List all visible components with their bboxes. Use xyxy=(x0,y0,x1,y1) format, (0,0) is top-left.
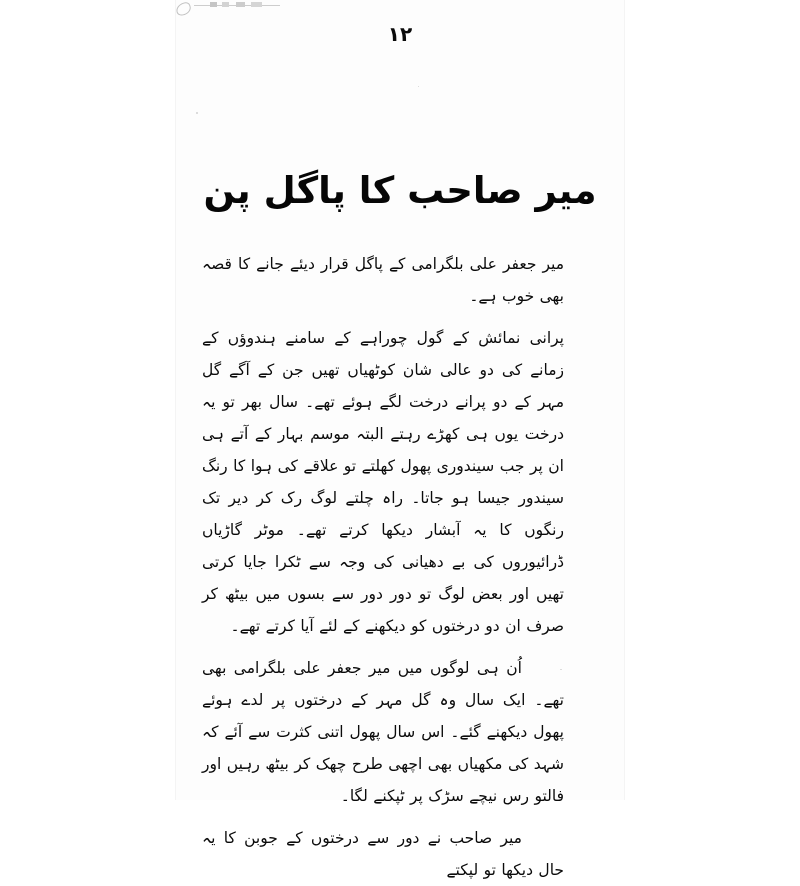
paragraph-4: میر صاحب نے دور سے درختوں کے جوبن کا یہ حال دیکھا تو لپکتے xyxy=(202,829,564,879)
paragraph-1: میر جعفر علی بلگرامی کے پاگل قرار دیئے جانے کا قصہ بھی خوب ہے۔ xyxy=(202,255,564,305)
chapter-title: میر صاحب کا پاگل پن xyxy=(203,168,597,212)
page-number: ۱۲ xyxy=(387,22,413,46)
paragraph-3: اُن ہی لوگوں میں میر جعفر علی بلگرامی بھی تھے۔ ایک سال وہ گل مہر کے درختوں پر لدے ہوئے پھول دیکھنے گئے۔ اس سال پھول اتنی کثرت سے آئے کہ شہد کی مکھیاں بھی اچھی طرح چھک کر بیٹھ رہیں اور فالتو رس نیچے سڑک پر ٹپکنے لگا۔ xyxy=(202,659,564,805)
paragraph-2: پرانی نمائش کے گول چوراہے کے سامنے ہندوؤں کے زمانے کی دو عالی شان کوٹھیاں تھیں جن کے آگے گل مہر کے دو پرانے درخت لگے ہوئے تھے۔ سال بھر تو یہ درخت یوں ہی کھڑے رہتے البتہ موسم بہار کے آتے ہی ان پر جب سیندوری پھول کھلتے تو علاقے کی ہوا کا رنگ سیندور جیسا ہو جاتا۔ راہ چلتے لوگ رک کر دیر تک رنگوں کا یہ آبشار دیکھا کرتے تھے۔ موٹر گاڑیاں ڈرائیوروں کی بے دھیانی کی وجہ سے ٹکرا جایا کرتی تھیں اور بعض لوگ تو دور دور سے بسوں میں بیٹھ کر صرف ان دو درختوں کو دیکھنے کے لئے آیا کرتے تھے۔ xyxy=(202,329,564,635)
body-text-block xyxy=(202,248,564,886)
